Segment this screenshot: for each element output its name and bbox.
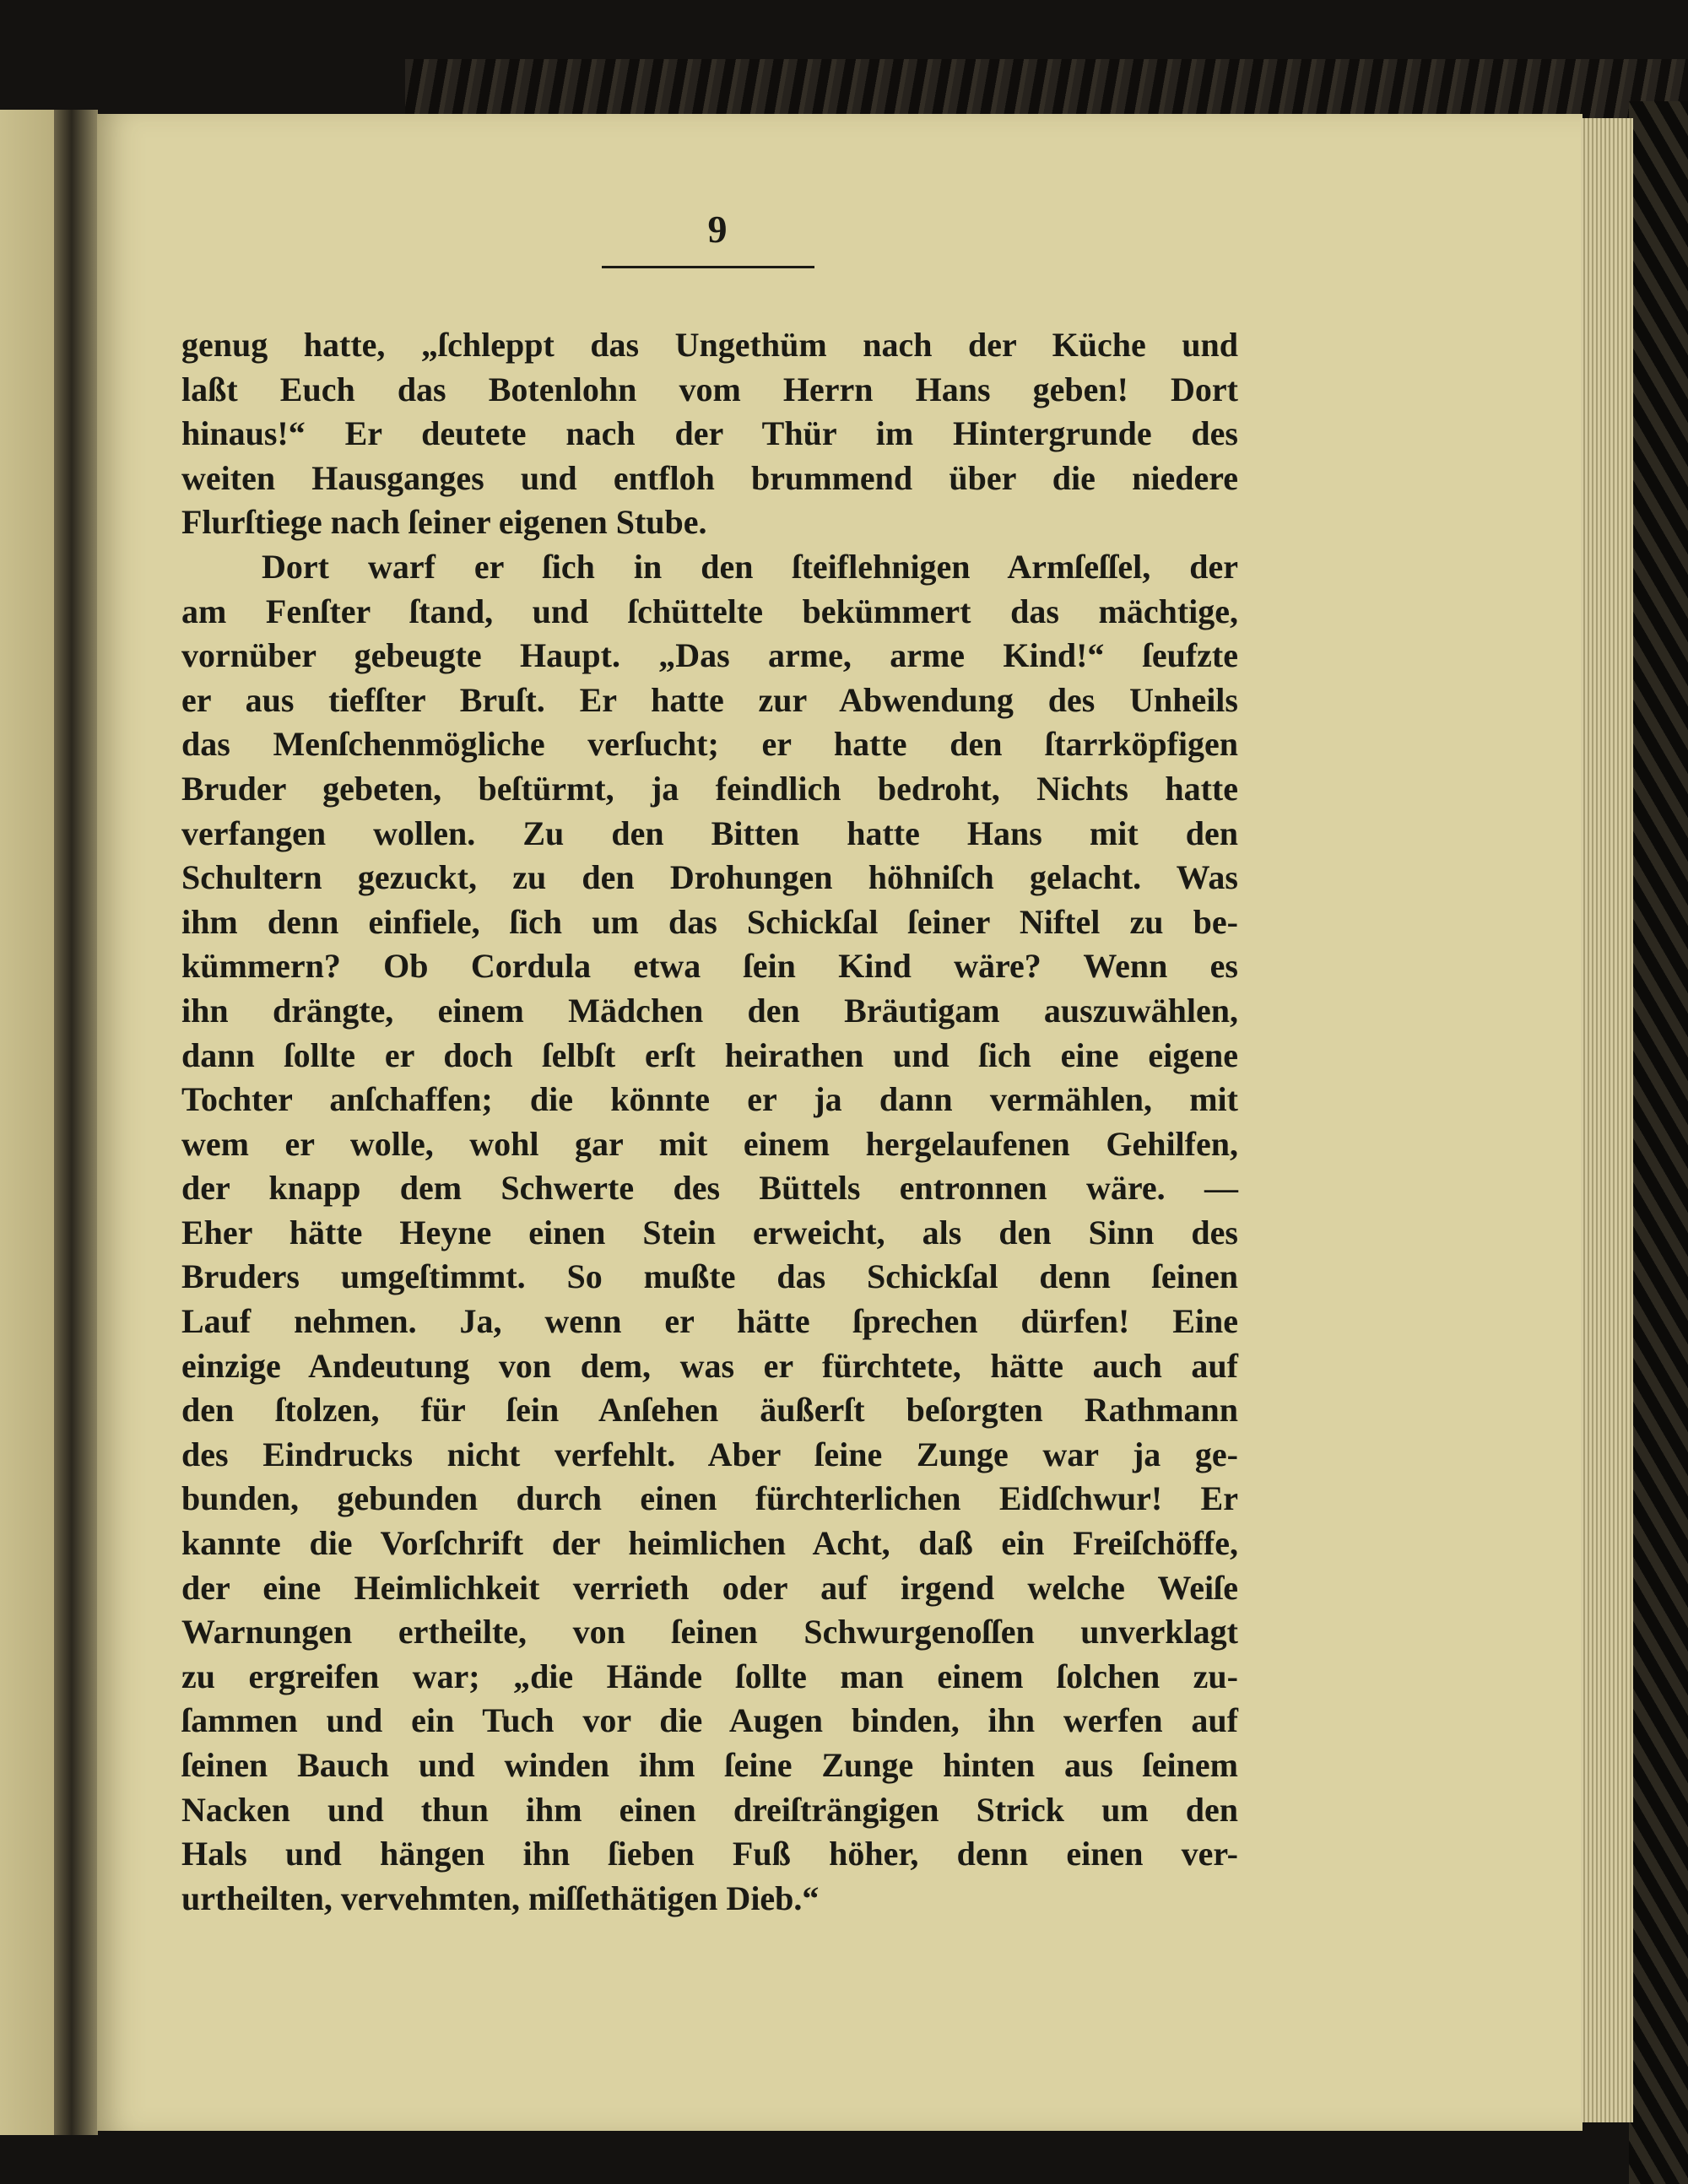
left-page-edge (0, 110, 59, 2135)
text-line: Bruder gebeten, beſtürmt, ja feindlich bedroht, Nichts hatte (181, 769, 1238, 808)
text-line: wem er wolle, wohl gar mit einem hergelaufenen Gehilfen, (181, 1124, 1238, 1163)
text-line: er aus tiefſter Bruſt. Er hatte zur Abwendung des Unheils (181, 680, 1238, 719)
text-line: bunden, gebunden durch einen fürchterlichen Eidſchwur! Er (181, 1479, 1238, 1518)
background-cover-texture (1629, 101, 1688, 2184)
text-line: den ſtolzen, für ſein Anſehen äußerſt beſorgten Rathmann (181, 1391, 1238, 1430)
text-line: laßt Euch das Botenlohn vom Herrn Hans geben! Dort (181, 370, 1238, 408)
book-gutter (54, 110, 98, 2135)
text-line: ſammen und ein Tuch vor die Augen binden, ihn werfen auf (181, 1701, 1238, 1740)
page-number: 9 (707, 208, 728, 251)
text-line: der knapp dem Schwerte des Büttels entronnen wäre. — (181, 1169, 1238, 1208)
text-line: Tochter anſchaffen; die könnte er ja dann vermählen, mit (181, 1080, 1238, 1119)
text-line: Nacken und thun ihm einen dreiſträngigen Strick um den (181, 1790, 1238, 1829)
text-line: kümmern? Ob Cordula etwa ſein Kind wäre? Wenn es (181, 947, 1238, 986)
text-line: Schultern gezuckt, zu den Drohungen höhniſch gelacht. Was (181, 858, 1238, 897)
text-line: ihn drängte, einem Mädchen den Bräutigam auszuwählen, (181, 991, 1238, 1030)
text-line: ſeinen Bauch und winden ihm ſeine Zunge hinten aus ſeinem (181, 1746, 1238, 1784)
text-line: Warnungen ertheilte, von ſeinen Schwurgenoſſen unverklagt (181, 1613, 1238, 1652)
text-line: vornüber gebeugte Haupt. „Das arme, arme Kind!“ ſeufzte (181, 636, 1238, 675)
body-text (181, 323, 1238, 1921)
text-line: einzige Andeutung von dem, was er fürchtete, hätte auch auf (181, 1346, 1238, 1385)
text-line: am Fenſter ſtand, und ſchüttelte bekümmert das mächtige, (181, 592, 1238, 630)
text-line: Eher hätte Heyne einen Stein erweicht, als den Sinn des (181, 1213, 1238, 1251)
text-line: kannte die Vorſchrift der heimlichen Acht, daß ein Freiſchöffe, (181, 1524, 1238, 1563)
text-line: hinaus!“ Er deutete nach der Thür im Hintergrunde des (181, 414, 1238, 453)
text-line: weiten Hausganges und entfloh brummend über die niedere (181, 458, 1238, 497)
text-line: des Eindrucks nicht verfehlt. Aber ſeine Zunge war ja ge- (181, 1435, 1238, 1473)
text-line: dann ſollte er doch ſelbſt erſt heirathen und ſich eine eigene (181, 1035, 1238, 1074)
text-line: Lauf nehmen. Ja, wenn er hätte ſprechen dürfen! Eine (181, 1302, 1238, 1341)
text-line: Bruders umgeſtimmt. So mußte das Schickſal denn ſeinen (181, 1257, 1238, 1296)
text-line: ihm denn einfiele, ſich um das Schickſal ſeiner Niftel zu be- (181, 902, 1238, 941)
header-rule (602, 266, 814, 268)
text-line: Flurſtiege nach ſeiner eigenen Stube. (181, 503, 707, 542)
text-line: der eine Heimlichkeit verrieth oder auf irgend welche Weiſe (181, 1568, 1238, 1607)
text-line: urtheilten, vervehmten, miſſethätigen Dieb.“ (181, 1879, 820, 1917)
text-line: genug hatte, „ſchleppt das Ungethüm nach der Küche und (181, 326, 1238, 364)
text-line: Dort warf er ſich in den ſteiflehnigen Armſeſſel, der (262, 547, 1238, 586)
text-line: zu ergreifen war; „die Hände ſollte man einem ſolchen zu- (181, 1657, 1238, 1695)
text-line: Hals und hängen ihn ſieben Fuß höher, denn einen ver- (181, 1835, 1238, 1873)
page-stack-edges (1581, 118, 1633, 2122)
text-line: verfangen wollen. Zu den Bitten hatte Hans mit den (181, 814, 1238, 852)
text-line: das Menſchenmögliche verſucht; er hatte den ſtarrköpfigen (181, 725, 1238, 764)
